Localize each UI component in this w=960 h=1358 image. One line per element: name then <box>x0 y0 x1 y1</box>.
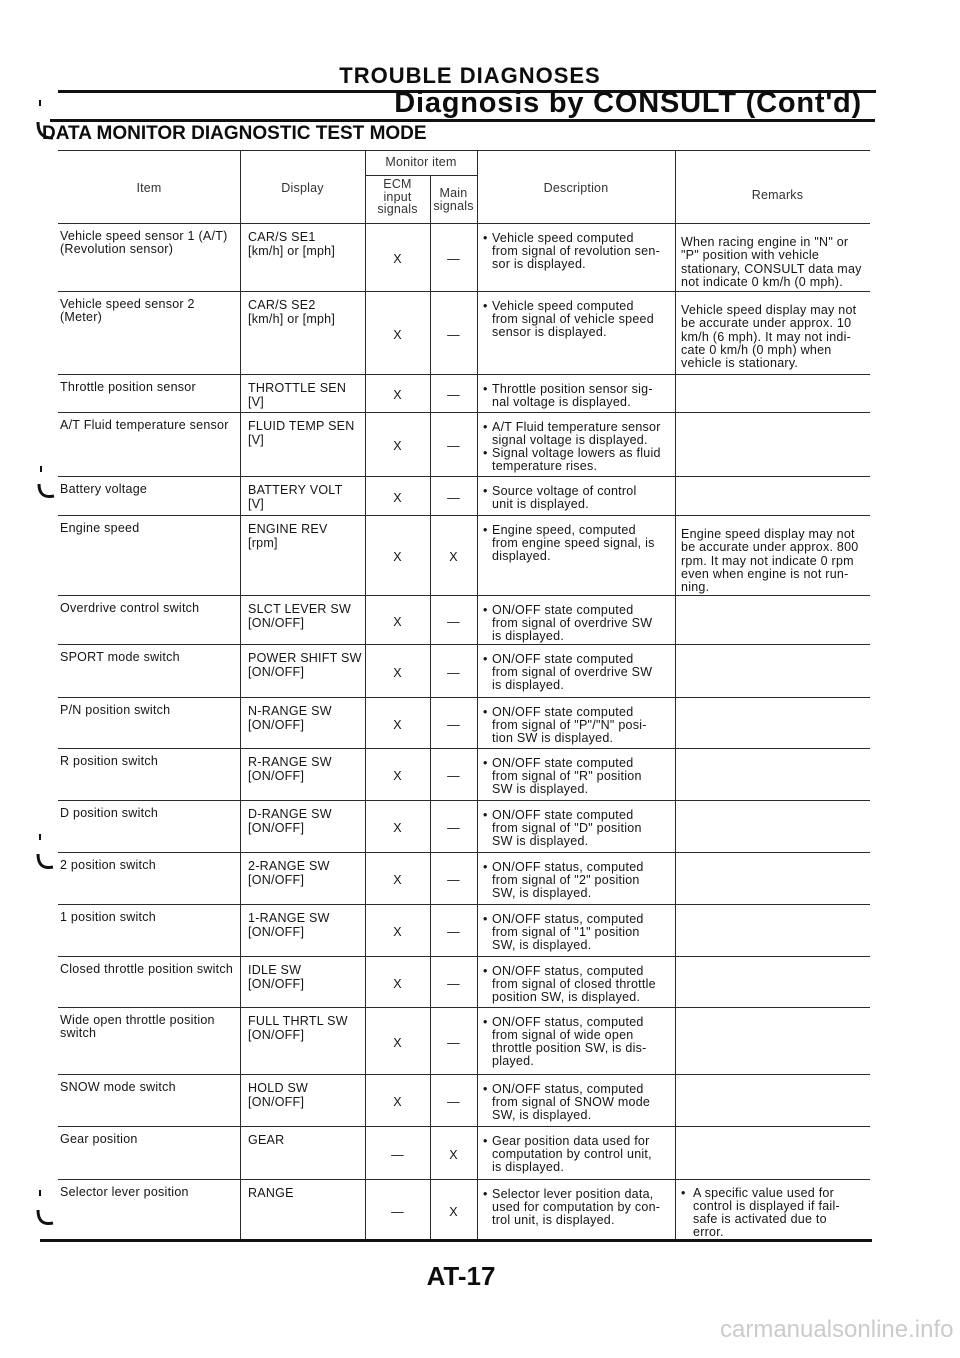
display-label-line: [km/h] or [mph] <box>248 311 336 326</box>
item-cell <box>58 596 240 644</box>
remarks-cell <box>675 477 870 515</box>
description-cell <box>477 853 675 904</box>
description-bullet <box>492 485 675 511</box>
description-cell <box>477 698 675 748</box>
table-bottom-rule <box>40 1239 872 1242</box>
table-row <box>58 413 870 477</box>
ecm-input-signal-cell: — <box>391 1147 404 1162</box>
description-line: from signal of "R" position <box>492 769 642 783</box>
description-cell <box>477 749 675 800</box>
item-name-line: Throttle position sensor <box>60 380 196 394</box>
display-label-line: CAR/S SE2 <box>248 298 316 312</box>
item-name-line: Vehicle speed sensor 1 (A/T) <box>60 229 228 243</box>
main-signal-cell: — <box>447 873 460 887</box>
item-name-line: Vehicle speed sensor 2 <box>60 297 195 311</box>
description-line: from signal of "D" position <box>492 821 642 835</box>
description-bullet <box>492 300 675 339</box>
item-cell <box>58 1180 240 1240</box>
description-line: is displayed. <box>492 629 565 643</box>
description-bullet <box>492 604 675 643</box>
table-row <box>58 375 870 413</box>
description-bullet <box>492 383 675 409</box>
item-cell <box>58 1008 240 1074</box>
page-number: AT-17 <box>426 1261 496 1291</box>
item-name-line: D position switch <box>60 806 159 820</box>
display-label-line: HOLD SW <box>248 1081 309 1095</box>
remarks-text <box>681 528 870 594</box>
main-signal-cell: X <box>449 1204 458 1219</box>
description-bullet <box>492 447 675 473</box>
remarks-line: ning. <box>681 580 710 595</box>
header-display: Display <box>281 181 324 195</box>
remarks-cell <box>675 413 870 476</box>
display-label-line: [ON/OFF] <box>248 717 305 732</box>
description-cell <box>477 1008 675 1074</box>
ecm-input-signal-cell: X <box>393 976 402 991</box>
description-bullet <box>492 232 675 271</box>
description-cell <box>477 596 675 644</box>
display-label-line: [V] <box>248 394 265 409</box>
remarks-line: safe is activated due to <box>693 1212 827 1226</box>
item-cell <box>58 224 240 291</box>
display-cell <box>240 413 365 476</box>
table-row <box>58 292 870 375</box>
item-cell <box>58 1075 240 1126</box>
description-bullet <box>492 913 675 952</box>
display-label-line: [ON/OFF] <box>248 615 305 630</box>
remarks-line: not indicate 0 km/h (0 mph). <box>681 274 843 289</box>
ecm-input-signal-cell: X <box>393 490 402 505</box>
remarks-line: km/h (6 mph). It may not indi- <box>681 329 852 344</box>
display-cell <box>240 698 365 748</box>
table-row <box>58 596 870 645</box>
description-line: • ON/OFF status, computed <box>492 964 644 978</box>
main-signal-cell: X <box>449 1147 458 1162</box>
description-line: SW is displayed. <box>492 782 589 796</box>
description-line: is displayed. <box>492 1160 565 1174</box>
display-cell <box>240 1008 365 1074</box>
main-signal-cell: — <box>447 388 460 402</box>
ecm-input-signal-cell: X <box>393 1095 402 1109</box>
table-row <box>58 1008 870 1075</box>
description-bullet <box>492 421 675 447</box>
ecm-input-signal-cell: X <box>393 614 402 629</box>
description-bullet <box>492 1016 675 1068</box>
header-line: input <box>383 189 412 204</box>
remarks-line: be accurate under approx. 800 <box>681 540 859 555</box>
main-signal-cell: — <box>447 976 460 991</box>
display-label-line: ENGINE REV <box>248 522 328 536</box>
description-line: from engine speed signal, is <box>492 536 655 550</box>
display-label-line: [ON/OFF] <box>248 976 305 991</box>
ecm-input-signal-cell: X <box>393 388 402 402</box>
description-line: tion SW is displayed. <box>492 731 614 745</box>
description-bullet <box>492 861 675 900</box>
item-name-line: Closed throttle position switch <box>60 962 234 976</box>
remarks-line: • A specific value used for <box>693 1186 835 1200</box>
item-name-line: (Meter) <box>60 310 103 324</box>
item-cell <box>58 957 240 1007</box>
remarks-cell <box>675 957 870 1007</box>
item-name-line: Wide open throttle position <box>60 1013 215 1027</box>
display-label-line: POWER SHIFT SW <box>248 651 362 665</box>
ecm-input-signal-cell: X <box>393 717 402 732</box>
description-line: is displayed. <box>492 678 565 692</box>
item-name-line: Gear position <box>60 1132 138 1146</box>
display-label-line: D-RANGE SW <box>248 807 332 821</box>
item-cell <box>58 698 240 748</box>
item-cell <box>58 375 240 412</box>
item-cell <box>58 413 240 476</box>
remarks-line: When racing engine in "N" or <box>681 235 849 249</box>
item-cell <box>58 477 240 515</box>
display-label-line: [ON/OFF] <box>248 1094 305 1109</box>
display-label-line: [ON/OFF] <box>248 924 305 939</box>
main-signal-cell: X <box>449 550 458 564</box>
display-cell <box>240 853 365 904</box>
main-signal-cell: — <box>447 327 460 342</box>
ecm-input-signal-cell: X <box>393 873 402 887</box>
item-cell <box>58 905 240 956</box>
page-subtitle: Diagnosis by CONSULT (Cont'd) <box>394 87 862 119</box>
display-cell <box>240 596 365 644</box>
description-cell <box>477 1075 675 1126</box>
remarks-cell <box>675 516 870 595</box>
remarks-line: "P" position with vehicle <box>681 248 820 263</box>
description-line: • Source voltage of control <box>492 484 637 498</box>
display-cell <box>240 905 365 956</box>
header-remarks: Remarks <box>751 188 804 202</box>
ecm-input-signal-cell: — <box>391 1204 404 1219</box>
remarks-line: vehicle is stationary. <box>681 356 799 371</box>
description-line: from signal of SNOW mode <box>492 1095 651 1109</box>
display-label-line: [V] <box>248 496 265 511</box>
main-signal-cell: — <box>447 717 460 732</box>
main-signal-cell: — <box>447 490 460 505</box>
header-line: signals <box>377 202 418 216</box>
main-signal-cell: — <box>447 1035 460 1050</box>
header-item: Item <box>136 181 162 195</box>
description-cell <box>477 516 675 595</box>
description-line: from signal of wide open <box>492 1028 634 1042</box>
remarks-text <box>693 1187 870 1239</box>
display-label-line: [ON/OFF] <box>248 820 305 835</box>
description-cell <box>477 1127 675 1179</box>
remarks-cell <box>675 853 870 904</box>
header-line: Main <box>439 186 468 200</box>
description-line: from signal of "2" position <box>492 873 640 887</box>
display-label-line: 1-RANGE SW <box>248 911 330 925</box>
item-cell <box>58 749 240 800</box>
table-row <box>58 224 870 292</box>
remarks-cell <box>675 1127 870 1179</box>
display-cell <box>240 801 365 852</box>
description-line: • Vehicle speed computed <box>492 299 634 313</box>
item-name-line: switch <box>60 1026 97 1040</box>
display-label-line: IDLE SW <box>248 963 302 977</box>
display-label-line: [km/h] or [mph] <box>248 243 336 258</box>
header-line: signals <box>433 198 474 213</box>
main-signal-cell: — <box>447 1095 460 1109</box>
description-cell <box>477 224 675 291</box>
ecm-input-signal-cell: X <box>393 439 402 453</box>
description-line: unit is displayed. <box>492 497 589 511</box>
description-line: signal voltage is displayed. <box>492 433 648 447</box>
description-bullet <box>492 1135 675 1174</box>
main-signal-cell: — <box>447 769 460 783</box>
description-cell <box>477 801 675 852</box>
item-name-line: SNOW mode switch <box>60 1080 176 1094</box>
main-signal-cell: — <box>447 614 460 629</box>
description-bullet <box>492 757 675 796</box>
description-line: • ON/OFF status, computed <box>492 1082 644 1096</box>
main-signal-cell: — <box>447 439 460 453</box>
display-cell <box>240 645 365 697</box>
watermark: carmanualsonline.info <box>720 1316 954 1343</box>
description-line: SW, is displayed. <box>492 938 592 952</box>
remarks-text <box>681 236 870 289</box>
header-line: ECM <box>383 177 412 191</box>
ecm-input-signal-cell: X <box>393 327 402 342</box>
description-bullet <box>492 809 675 848</box>
display-label-line: N-RANGE SW <box>248 704 332 718</box>
display-label-line: [ON/OFF] <box>248 664 305 679</box>
table-row <box>58 905 870 957</box>
description-bullet <box>492 965 675 1004</box>
description-line: from signal of "1" position <box>492 925 640 939</box>
description-line: • ON/OFF state computed <box>492 603 634 617</box>
remarks-cell <box>675 801 870 852</box>
description-line: • ON/OFF status, computed <box>492 912 644 926</box>
description-line: used for computation by con- <box>492 1200 661 1214</box>
display-label-line: [V] <box>248 432 265 447</box>
table-row <box>58 853 870 905</box>
description-line: • Selector lever position data, <box>492 1187 654 1201</box>
description-line: from signal of overdrive SW <box>492 616 653 630</box>
table-row <box>58 1075 870 1127</box>
item-name-line: SPORT mode switch <box>60 650 180 664</box>
item-name-line: 1 position switch <box>60 910 156 924</box>
remarks-cell <box>675 224 870 291</box>
display-label-line: BATTERY VOLT <box>248 483 343 497</box>
description-line: • A/T Fluid temperature sensor <box>492 420 661 434</box>
description-cell <box>477 1180 675 1240</box>
description-line: • ON/OFF status, computed <box>492 860 644 874</box>
remarks-line: stationary, CONSULT data may <box>681 261 862 276</box>
remarks-cell <box>675 1180 870 1240</box>
item-name-line: 2 position switch <box>60 858 156 872</box>
description-line: computation by control unit, <box>492 1147 652 1161</box>
display-cell <box>240 957 365 1007</box>
item-cell <box>58 801 240 852</box>
display-label-line: [ON/OFF] <box>248 1027 305 1042</box>
remarks-line: cate 0 km/h (0 mph) when <box>681 342 832 357</box>
item-name-line: (Revolution sensor) <box>60 242 174 256</box>
table-row <box>58 477 870 516</box>
item-name-line: Selector lever position <box>60 1185 189 1199</box>
description-line: position SW, is displayed. <box>492 990 641 1004</box>
remarks-cell <box>675 1008 870 1074</box>
description-line: from signal of closed throttle <box>492 977 656 991</box>
main-signal-cell: — <box>447 252 460 266</box>
display-cell <box>240 516 365 595</box>
table-row <box>58 801 870 853</box>
item-cell <box>58 645 240 697</box>
description-line: • ON/OFF status, computed <box>492 1015 644 1029</box>
description-line: from signal of "P"/"N" posi- <box>492 718 647 732</box>
item-name-line: R position switch <box>60 754 159 768</box>
description-line: • ON/OFF state computed <box>492 705 634 719</box>
description-cell <box>477 413 675 476</box>
remarks-line: rpm. It may not indicate 0 rpm <box>681 553 854 568</box>
item-name-line: Engine speed <box>60 521 140 535</box>
main-signal-cell: — <box>447 665 460 680</box>
display-label-line: [ON/OFF] <box>248 768 305 783</box>
item-cell <box>58 853 240 904</box>
remarks-line: control is displayed if fail- <box>693 1199 840 1213</box>
description-cell <box>477 905 675 956</box>
description-line: • ON/OFF state computed <box>492 756 634 770</box>
remarks-line: error. <box>693 1225 724 1239</box>
description-line: played. <box>492 1054 535 1068</box>
display-cell <box>240 749 365 800</box>
description-line: trol unit, is displayed. <box>492 1213 615 1227</box>
description-line: • Signal voltage lowers as fluid <box>492 446 661 460</box>
section-title: TROUBLE DIAGNOSES <box>339 63 601 88</box>
description-line: throttle position SW, is dis- <box>492 1041 647 1055</box>
display-label-line: FLUID TEMP SEN <box>248 419 355 433</box>
description-cell <box>477 645 675 697</box>
ecm-input-signal-cell: X <box>393 252 402 266</box>
display-cell <box>240 477 365 515</box>
item-cell <box>58 1127 240 1179</box>
remarks-cell <box>675 375 870 412</box>
item-cell <box>58 516 240 595</box>
display-cell <box>240 1075 365 1126</box>
display-label-line: SLCT LEVER SW <box>248 602 352 616</box>
table-row <box>58 957 870 1008</box>
description-cell <box>477 375 675 412</box>
display-label-line: [rpm] <box>248 535 278 550</box>
description-line: sor is displayed. <box>492 257 586 271</box>
display-cell <box>240 292 365 374</box>
description-line: from signal of vehicle speed <box>492 312 654 326</box>
description-line: from signal of revolution sen- <box>492 244 660 258</box>
description-line: SW is displayed. <box>492 834 589 848</box>
item-name-line: Overdrive control switch <box>60 601 200 615</box>
description-line: • Engine speed, computed <box>492 523 636 537</box>
description-line: • Gear position data used for <box>492 1134 650 1148</box>
item-name-line: P/N position switch <box>60 703 171 717</box>
main-signal-cell: — <box>447 821 460 835</box>
description-bullet <box>492 1188 675 1227</box>
display-label-line: GEAR <box>248 1133 285 1147</box>
mode-title: DATA MONITOR DIAGNOSTIC TEST MODE <box>42 123 427 144</box>
display-label-line: R-RANGE SW <box>248 755 332 769</box>
table-row <box>58 1127 870 1180</box>
item-name-line: A/T Fluid temperature sensor <box>60 418 229 432</box>
description-bullet <box>492 1083 675 1122</box>
display-label-line: [ON/OFF] <box>248 872 305 887</box>
description-bullet <box>492 653 675 692</box>
description-cell <box>477 292 675 374</box>
remarks-cell <box>675 698 870 748</box>
remarks-cell <box>675 749 870 800</box>
description-line: • Vehicle speed computed <box>492 231 634 245</box>
display-label-line: 2-RANGE SW <box>248 859 330 873</box>
description-cell <box>477 477 675 515</box>
remarks-line: be accurate under approx. 10 <box>681 316 852 331</box>
header-monitor-item: Monitor item <box>385 155 457 169</box>
description-bullet <box>492 706 675 745</box>
remarks-text <box>681 304 870 370</box>
display-cell <box>240 224 365 291</box>
description-line: temperature rises. <box>492 459 598 473</box>
remarks-cell <box>675 645 870 697</box>
remarks-cell <box>675 905 870 956</box>
description-line: • ON/OFF state computed <box>492 652 634 666</box>
display-label-line: CAR/S SE1 <box>248 230 316 244</box>
ecm-input-signal-cell: X <box>393 925 402 939</box>
table-row <box>58 1180 870 1240</box>
description-line: displayed. <box>492 549 551 563</box>
remarks-line: Vehicle speed display may not <box>681 303 857 317</box>
description-line: SW, is displayed. <box>492 886 592 900</box>
ecm-input-signal-cell: X <box>393 665 402 680</box>
item-name-line: Battery voltage <box>60 482 148 496</box>
display-label-line: THROTTLE SEN <box>248 381 347 395</box>
remarks-cell <box>675 596 870 644</box>
remarks-cell <box>675 1075 870 1126</box>
remarks-cell <box>675 292 870 374</box>
display-label-line: FULL THRTL SW <box>248 1014 348 1028</box>
display-label-line: RANGE <box>248 1186 294 1200</box>
table-row <box>58 516 870 596</box>
item-cell <box>58 292 240 374</box>
table-row <box>58 645 870 698</box>
description-line: SW, is displayed. <box>492 1108 592 1122</box>
display-cell <box>240 375 365 412</box>
description-line: from signal of overdrive SW <box>492 665 653 679</box>
description-line: nal voltage is displayed. <box>492 395 631 409</box>
header-description: Description <box>543 181 609 195</box>
main-signal-cell: — <box>447 925 460 939</box>
description-line: • Throttle position sensor sig- <box>492 382 653 396</box>
description-line: • ON/OFF state computed <box>492 808 634 822</box>
remarks-line: even when engine is not run- <box>681 566 849 581</box>
ecm-input-signal-cell: X <box>393 550 402 564</box>
display-cell <box>240 1127 365 1179</box>
table-row <box>58 749 870 801</box>
remarks-line: Engine speed display may not <box>681 527 855 541</box>
ecm-input-signal-cell: X <box>393 1035 402 1050</box>
ecm-input-signal-cell: X <box>393 769 402 783</box>
description-bullet <box>492 524 675 563</box>
description-cell <box>477 957 675 1007</box>
description-line: sensor is displayed. <box>492 325 607 339</box>
ecm-input-signal-cell: X <box>393 821 402 835</box>
table-row <box>58 698 870 749</box>
display-cell <box>240 1180 365 1240</box>
